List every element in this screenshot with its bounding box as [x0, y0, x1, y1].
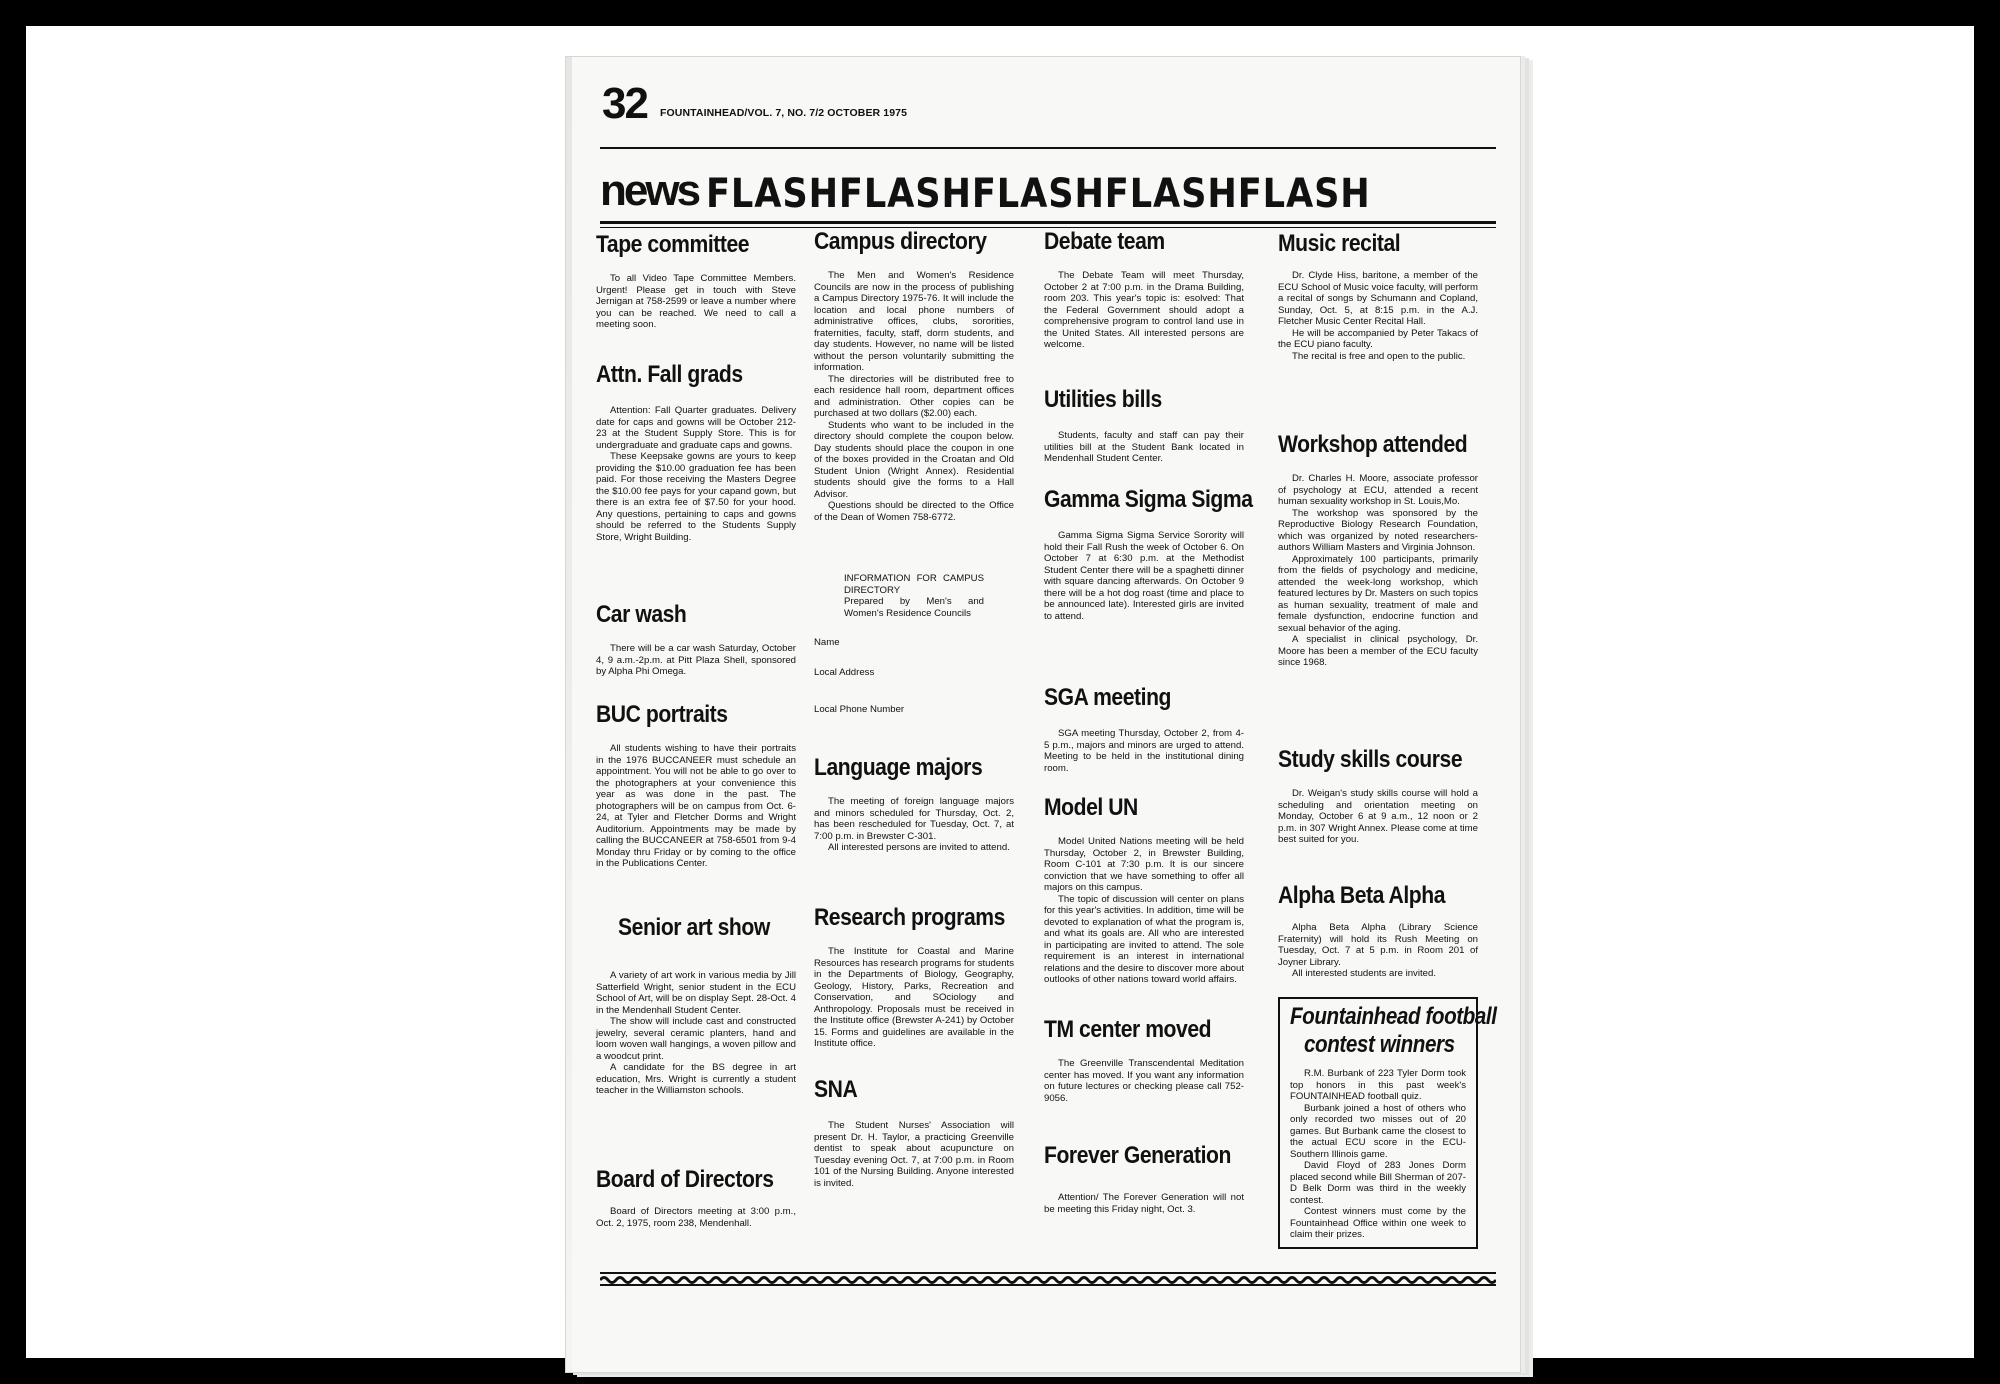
- headline: SGA meeting: [1044, 684, 1171, 711]
- body-text: The Institute for Coastal and Marine Resources has research programs for students in the Departments of Biology, Geography, Geology, History, Parks, Recreation and Conservation, and SOciology and Anthropology. Proposals must be received in the Institute office (Brewster A-241) by October 15. Forms and guidelines are available in the Institute office.: [814, 946, 1014, 1050]
- coupon-title: INFORMATION FOR CAMPUS DIRECTORY: [844, 573, 984, 596]
- article-tape-committee: [596, 232, 796, 331]
- article-language-majors: [814, 755, 1014, 854]
- headline: Campus directory: [814, 228, 987, 255]
- headline: Workshop attended: [1278, 431, 1468, 458]
- body-text: The show will include cast and constructed jewelry, several ceramic planters, hand and loom woven wall hangings, a woven pillow and a woodcut print.: [596, 1016, 796, 1062]
- body-text: The directories will be distributed free to each residence hall room, department offices and administration. Other copies can be purchased at two dollars ($2.00) each.: [814, 373, 1014, 420]
- body-text: Attention: Fall Quarter graduates. Delivery date for caps and gowns will be October 212-23 at the Student Supply Store. This is for undergraduate and graduate caps and gowns.: [596, 405, 796, 451]
- body-text: These Keepsake gowns are yours to keep providing the $10.00 graduation fee has been paid. For those receiving the Masters Degree the $10.00 fee pays for your capand gown, but there is an extra fee of $7.50 for your hood. Any questions, pertaining to caps and gowns should be referred to the Students Supply Store, Wright Building.: [596, 451, 796, 543]
- body-text: A variety of art work in various media by Jill Satterfield Wright, senior student in the ECU School of Art, will be on display Sept. 28-Oct. 4 in the Mendenhall Student Center.: [596, 970, 796, 1016]
- body-text: The Debate Team will meet Thursday, October 2 at 7:00 p.m. in the Drama Building, room 203. This year's topic is: esolved: That the Federal Government should adopt a comprehensive program to control land use in the United States. All interested persons are welcome.: [1044, 270, 1244, 351]
- masthead-news-logo: news: [600, 166, 699, 215]
- body-text: There will be a car wash Saturday, October 4, 9 a.m.-2p.m. at Pitt Plaza Shell, sponsored by Alpha Phi Omega.: [596, 643, 796, 678]
- body-text: The Greenville Transcendental Meditation center has moved. If you want any information on future lectures or checking please call 752-9056.: [1044, 1058, 1244, 1104]
- headline: Attn. Fall grads: [596, 361, 743, 388]
- scan-background: [26, 26, 1974, 1358]
- article-board-of-directors: [596, 1167, 796, 1229]
- column-1: [596, 57, 796, 1257]
- column-3: [1044, 57, 1253, 1257]
- body-text: Dr. Clyde Hiss, baritone, a member of the ECU School of Music voice faculty, will perform a recital of songs by Schumann and Copland, Sunday, Oct. 5, at 8:15 p.m. in the A.J. Fletcher Music Center Recital Hall.: [1278, 270, 1478, 328]
- page-edge: [566, 57, 572, 1372]
- headline: Gamma Sigma Sigma: [1044, 486, 1253, 513]
- coupon-name-label: Name: [814, 637, 840, 648]
- body-text: The meeting of foreign language majors and minors scheduled for Thursday, Oct. 2, has been rescheduled for Tuesday, Oct. 7, at 7:00 p.m. in Brewster C-301.: [814, 796, 1014, 842]
- article-gamma-sigma-sigma: [1044, 486, 1253, 622]
- headline: Model UN: [1044, 794, 1138, 821]
- article-workshop-attended: [1278, 432, 1478, 669]
- coupon-phone-label: Local Phone Number: [814, 704, 905, 715]
- article-utilities-bills: [1044, 387, 1244, 465]
- body-text: Gamma Sigma Sigma Service Sorority will hold their Fall Rush the week of October 6. On October 7 at 6:30 p.m. at the Methodist Student Center there will be a spaghetti dinner with square dancing afterwards. On October 9 there will be a hot dog roast (time and place to be announced late). Interested girls are invited to attend.: [1044, 530, 1244, 622]
- body-text: A candidate for the BS degree in art education, Mrs. Wright is currently a student teacher in the Williamston schools.: [596, 1062, 796, 1097]
- coupon-subtitle: Prepared by Men's and Women's Residence Councils: [844, 596, 984, 619]
- body-text: A specialist in clinical psychology, Dr. Moore has been a member of the ECU faculty since 1968.: [1278, 634, 1478, 669]
- headline: Music recital: [1278, 230, 1401, 257]
- headline-line-2: contest winners: [1304, 1030, 1455, 1058]
- body-text: Students who want to be included in the directory should complete the coupon below. Day students should place the coupon in one of the boxes provided in the Croatan and Old Student Union (Wright Annex). Residential students should give the forms to a Hall Advisor.: [814, 419, 1014, 500]
- headline: Language majors: [814, 754, 983, 781]
- body-text: Alpha Beta Alpha (Library Science Fraternity) will hold its Rush Meeting on Tuesday, Oct. 7 at 5 p.m. in Room 201 of Joyner Library.: [1278, 922, 1478, 968]
- body-text: Students, faculty and staff can pay their utilities bill at the Student Bank located in Mendenhall Student Center.: [1044, 430, 1244, 465]
- article-car-wash: [596, 602, 796, 678]
- article-senior-art-show: [596, 915, 796, 1097]
- article-fall-grads: [596, 362, 796, 543]
- body-text: The topic of discussion will center on plans for this year's activities. In addition, time will be devoted to explanation of what the program is, and what its goals are. All who are interested in participating are invited to attend. The sole requirement is an interest in international relations and the desire to discover more about outlooks of other nations toward world affairs.: [1044, 893, 1244, 986]
- body-text: Model United Nations meeting will be held Thursday, October 2, in Brewster Building, Room C-101 at 7:30 p.m. It is our sincere conviction that we have something to offer all majors on this campus.: [1044, 836, 1244, 894]
- headline: Tape committee: [596, 231, 750, 258]
- article-campus-directory: [814, 229, 1014, 523]
- headline-line-1: Fountainhead football: [1290, 1003, 1497, 1030]
- headline: Forever Generation: [1044, 1142, 1231, 1169]
- headline: Alpha Beta Alpha: [1278, 882, 1446, 909]
- article-model-un: [1044, 795, 1244, 986]
- body-text: Attention/ The Forever Generation will not be meeting this Friday night, Oct. 3.: [1044, 1192, 1244, 1215]
- article-forever-generation: [1044, 1143, 1244, 1215]
- body-text: Approximately 100 participants, primarily from the fields of psychology and medicine, attended the week-long workshop, which featured lectures by Dr. Masters on such topics as human sexuality, treatment of male and female dysfunction, endocrine function and sexual behavior of the aging.: [1278, 553, 1478, 634]
- body-text: The Men and Women's Residence Councils are now in the process of publishing a Campus Directory 1975-76. It will include the location and local phone numbers of administrative offices, clubs, sororities, fraternities, faculty, staff, dorm students, and day students. However, no name will be listed without the person voluntarily submitting the information.: [814, 270, 1014, 374]
- article-tm-center: [1044, 1017, 1244, 1104]
- headline: Utilities bills: [1044, 386, 1162, 413]
- issue-line: FOUNTAINHEAD/VOL. 7, NO. 7/2 OCTOBER 1975: [660, 107, 908, 119]
- body-text: The workshop was sponsored by the Reproductive Biology Research Foundation, which was organized by noted researchers-authors William Masters and Virginia Johnson.: [1278, 507, 1478, 554]
- bottom-wavy-rule: [600, 1271, 1496, 1287]
- body-text: All interested students are invited.: [1292, 968, 1436, 980]
- body-text: All interested persons are invited to attend.: [828, 842, 1010, 854]
- body-text: Board of Directors meeting at 3:00 p.m., Oct. 2, 1975, room 238, Mendenhall.: [596, 1206, 796, 1229]
- body-text: David Floyd of 283 Jones Dorm placed second while Bill Sherman of 207-D Belk Dorm was third in the weekly contest.: [1290, 1160, 1466, 1206]
- body-text: Dr. Weigan's study skills course will hold a scheduling and orientation meeting on Monday, October 6 at 9 a.m., 12 noon or 2 p.m. in 307 Wright Annex. Please come at time best suited for you.: [1278, 788, 1478, 846]
- headline: TM center moved: [1044, 1016, 1212, 1043]
- headline: BUC portraits: [596, 701, 728, 728]
- column-4: [1278, 57, 1497, 1257]
- article-study-skills: [1278, 747, 1478, 846]
- body-text: Burbank joined a host of others who only recorded two misses out of 20 games. But Burbank came the closest to the actual ECU score in the ECU-Southern Illinois game.: [1290, 1102, 1466, 1160]
- article-sna: [814, 1077, 1014, 1189]
- body-text: The Student Nurses' Association will present Dr. H. Taylor, a practicing Greenville dentist to speak about acupuncture on Tuesday evening Oct. 7, at 7:00 p.m. in Room 101 of the Nursing Building. Anyone interested is invited.: [814, 1120, 1014, 1189]
- headline: Senior art show: [618, 914, 770, 941]
- body-text: R.M. Burbank of 223 Tyler Dorm took top honors in this past week's FOUNTAINHEAD football quiz.: [1290, 1068, 1466, 1103]
- article-football-contest-box: [1278, 997, 1497, 1249]
- body-text: SGA meeting Thursday, October 2, from 4-5 p.m., majors and minors are urged to attend. Meeting to be held in the institutional dining room.: [1044, 728, 1244, 774]
- body-text: To all Video Tape Committee Members. Urgent! Please get in touch with Steve Jernigan at 758-2599 or leave a number where you can be reached. We need to call a meeting soon.: [596, 273, 796, 331]
- headline: Study skills course: [1278, 746, 1463, 773]
- masthead-flash-logo: FLASHFLASHFLASHFLASHFLASH: [706, 171, 1371, 217]
- article-music-recital: [1278, 231, 1478, 362]
- body-text: Dr. Charles H. Moore, associate professor of psychology at ECU, attended a recent human sexuality workshop in St. Louis,Mo.: [1278, 473, 1478, 508]
- coupon-address-label: Local Address: [814, 666, 875, 678]
- body-text: All students wishing to have their portraits in the 1976 BUCCANEER must schedule an appointment. You will not be able to go over to the photographers at your convenience this year as was done in the past. The photographers will be on campus from Oct. 6-24, at Tyler and Fletcher Dorms and Wright Auditorium. Appointments may be made by calling the BUCCANEER at 758-6501 from 9-4 Monday thru Friday or by coming to the office in the Publications Center.: [596, 743, 796, 870]
- page-number: 32: [602, 79, 647, 128]
- body-text: He will be accompanied by Peter Takacs of the ECU piano faculty.: [1278, 327, 1478, 351]
- headline: SNA: [814, 1076, 858, 1103]
- body-text: Contest winners must come by the Fountainhead Office within one week to claim their prizes.: [1290, 1206, 1466, 1241]
- headline: Board of Directors: [596, 1166, 774, 1193]
- directory-coupon: [814, 573, 1014, 716]
- newspaper-page: [565, 56, 1521, 1373]
- article-sga-meeting: [1044, 685, 1244, 774]
- article-buc-portraits: [596, 702, 796, 870]
- article-research-programs: [814, 905, 1014, 1050]
- column-2: [814, 57, 1014, 1257]
- headline: Debate team: [1044, 228, 1165, 255]
- body-text: Questions should be directed to the Office of the Dean of Women 758-6772.: [814, 500, 1014, 523]
- headline: Research programs: [814, 904, 1005, 931]
- article-alpha-beta-alpha: [1278, 883, 1478, 980]
- headline: Car wash: [596, 601, 687, 628]
- article-debate-team: [1044, 229, 1244, 351]
- body-text: The recital is free and open to the public.: [1292, 350, 1466, 362]
